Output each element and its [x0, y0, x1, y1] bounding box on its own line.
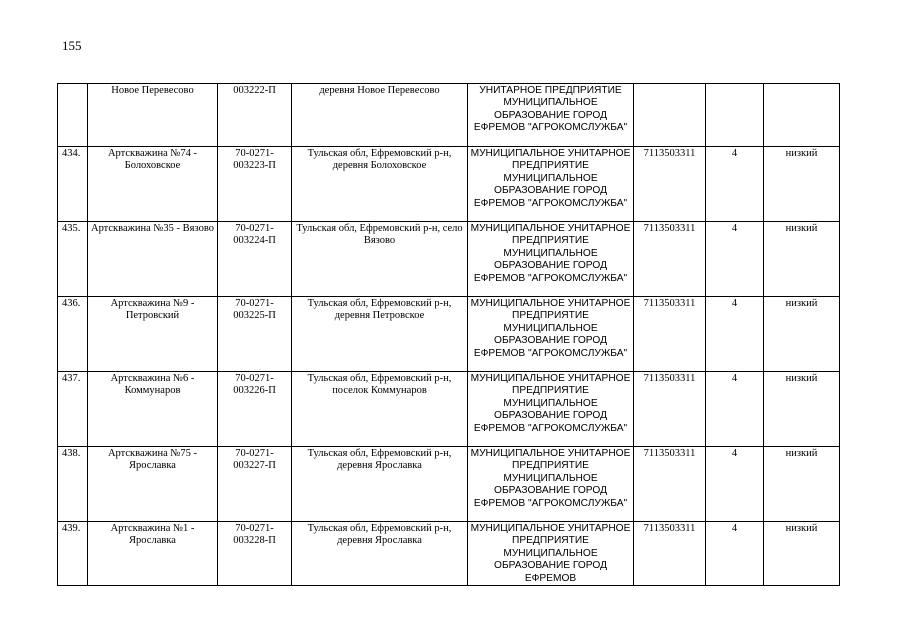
object-address: Тульская обл, Ефремовский р-н, деревня Петровское — [292, 297, 468, 372]
table-row — [58, 84, 840, 147]
object-code: 70-0271-003226-П — [218, 372, 292, 447]
operator-name: МУНИЦИПАЛЬНОЕ УНИТАРНОЕ ПРЕДПРИЯТИЕ МУНИЦИПАЛЬНОЕ ОБРАЗОВАНИЕ ГОРОД ЕФРЕМОВ — [468, 522, 634, 586]
object-category: 4 — [706, 447, 764, 522]
object-name: Артскважина №9 - Петровский — [88, 297, 218, 372]
object-address: Тульская обл, Ефремовский р-н, деревня Ярославка — [292, 447, 468, 522]
table-row — [58, 372, 840, 447]
registry-table — [57, 83, 840, 586]
row-number: 435. — [58, 222, 88, 297]
object-name: Артскважина №1 - Ярославка — [88, 522, 218, 586]
object-category — [706, 84, 764, 147]
risk-level: низкий — [764, 372, 840, 447]
operator-inn: 7113503311 — [634, 447, 706, 522]
operator-inn: 7113503311 — [634, 222, 706, 297]
object-address: Тульская обл, Ефремовский р-н, деревня Болоховское — [292, 147, 468, 222]
object-name: Новое Перевесово — [88, 84, 218, 147]
row-number: 438. — [58, 447, 88, 522]
operator-inn — [634, 84, 706, 147]
operator-name: МУНИЦИПАЛЬНОЕ УНИТАРНОЕ ПРЕДПРИЯТИЕ МУНИЦИПАЛЬНОЕ ОБРАЗОВАНИЕ ГОРОД ЕФРЕМОВ "АГРОКОМСЛУЖБА" — [468, 447, 634, 522]
object-code: 70-0271-003228-П — [218, 522, 292, 586]
risk-level: низкий — [764, 147, 840, 222]
operator-inn: 7113503311 — [634, 297, 706, 372]
operator-name: МУНИЦИПАЛЬНОЕ УНИТАРНОЕ ПРЕДПРИЯТИЕ МУНИЦИПАЛЬНОЕ ОБРАЗОВАНИЕ ГОРОД ЕФРЕМОВ "АГРОКОМСЛУЖБА" — [468, 222, 634, 297]
operator-inn: 7113503311 — [634, 372, 706, 447]
object-code: 003222-П — [218, 84, 292, 147]
object-code: 70-0271-003223-П — [218, 147, 292, 222]
object-code: 70-0271-003227-П — [218, 447, 292, 522]
operator-name: УНИТАРНОЕ ПРЕДПРИЯТИЕ МУНИЦИПАЛЬНОЕ ОБРАЗОВАНИЕ ГОРОД ЕФРЕМОВ "АГРОКОМСЛУЖБА" — [468, 84, 634, 147]
row-number: 439. — [58, 522, 88, 586]
object-category: 4 — [706, 222, 764, 297]
object-address: Тульская обл, Ефремовский р-н, поселок Коммунаров — [292, 372, 468, 447]
object-category: 4 — [706, 297, 764, 372]
object-name: Артскважина №6 - Коммунаров — [88, 372, 218, 447]
risk-level: низкий — [764, 222, 840, 297]
risk-level: низкий — [764, 522, 840, 586]
operator-name: МУНИЦИПАЛЬНОЕ УНИТАРНОЕ ПРЕДПРИЯТИЕ МУНИЦИПАЛЬНОЕ ОБРАЗОВАНИЕ ГОРОД ЕФРЕМОВ "АГРОКОМСЛУЖБА" — [468, 372, 634, 447]
operator-inn: 7113503311 — [634, 147, 706, 222]
table-row — [58, 297, 840, 372]
table-row — [58, 447, 840, 522]
object-name: Артскважина №35 - Вязово — [88, 222, 218, 297]
object-category: 4 — [706, 522, 764, 586]
object-address: деревня Новое Перевесово — [292, 84, 468, 147]
object-name: Артскважина №75 - Ярославка — [88, 447, 218, 522]
row-number: 434. — [58, 147, 88, 222]
risk-level: низкий — [764, 447, 840, 522]
row-number: 437. — [58, 372, 88, 447]
table-row — [58, 147, 840, 222]
row-number: 436. — [58, 297, 88, 372]
table-row — [58, 522, 840, 586]
table-row — [58, 222, 840, 297]
object-code: 70-0271-003224-П — [218, 222, 292, 297]
operator-name: МУНИЦИПАЛЬНОЕ УНИТАРНОЕ ПРЕДПРИЯТИЕ МУНИЦИПАЛЬНОЕ ОБРАЗОВАНИЕ ГОРОД ЕФРЕМОВ "АГРОКОМСЛУЖБА" — [468, 297, 634, 372]
object-address: Тульская обл, Ефремовский р-н, деревня Ярославка — [292, 522, 468, 586]
object-category: 4 — [706, 372, 764, 447]
risk-level: низкий — [764, 297, 840, 372]
row-number — [58, 84, 88, 147]
operator-name: МУНИЦИПАЛЬНОЕ УНИТАРНОЕ ПРЕДПРИЯТИЕ МУНИЦИПАЛЬНОЕ ОБРАЗОВАНИЕ ГОРОД ЕФРЕМОВ "АГРОКОМСЛУЖБА" — [468, 147, 634, 222]
page-number: 155 — [62, 38, 82, 53]
object-address: Тульская обл, Ефремовский р-н, село Вязово — [292, 222, 468, 297]
operator-inn: 7113503311 — [634, 522, 706, 586]
risk-level — [764, 84, 840, 147]
object-name: Артскважина №74 - Болоховское — [88, 147, 218, 222]
object-code: 70-0271-003225-П — [218, 297, 292, 372]
object-category: 4 — [706, 147, 764, 222]
